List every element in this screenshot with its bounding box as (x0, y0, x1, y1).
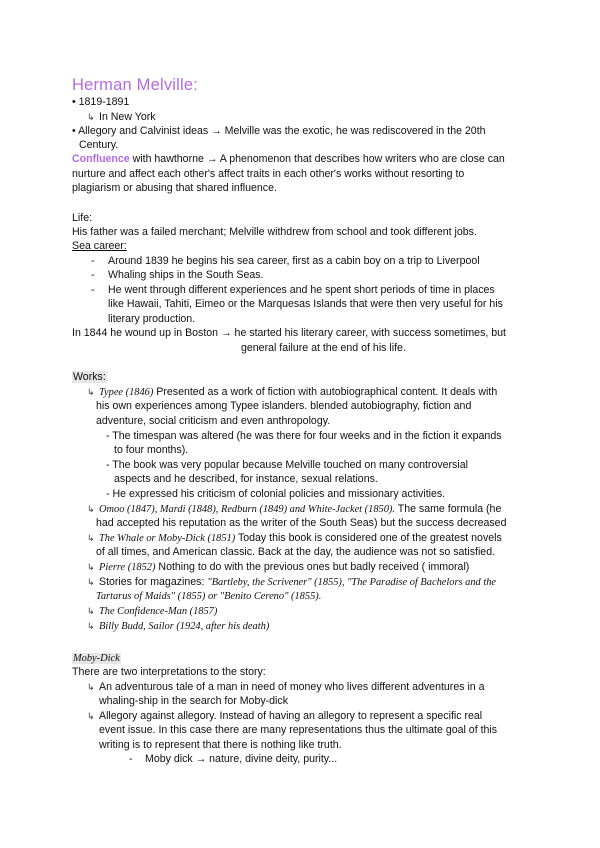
return-arrow-icon: ↳ (87, 682, 95, 692)
dash-icon: - (91, 284, 95, 296)
interpretation-item: ↳ An adventurous tale of a man in need of money who lives different adventures in a (87, 681, 485, 693)
confluence-line: Confluence with hawthorne → A phenomenon that describes how writers who are close can (72, 153, 505, 165)
work-typee-cont: his own experiences among Typee islanders. blended autobiography, fiction and (96, 400, 472, 412)
life-text: His father was a failed merchant; Melville withdrew from school and took different jobs. (72, 226, 477, 238)
work-typee-cont: adventure, social criticism and even anthropology. (96, 415, 331, 427)
interpretation-item: ↳ Allegory against allegory. Instead of having an allegory to represent a specific real (87, 710, 483, 722)
sea-career-heading: Sea career: (72, 240, 127, 252)
work-billy-budd: ↳ Billy Budd, Sailor (1924, after his death) (87, 621, 270, 632)
typee-note-cont: to four months). (114, 444, 189, 456)
typee-note-cont: aspects and he described, for instance, sexual relations. (114, 473, 378, 485)
boston-line: In 1844 he wound up in Boston → he started his literary career, with success sometimes, but (72, 327, 506, 339)
moby-dick-heading: Moby-Dick (73, 653, 120, 664)
page-title: Herman Melville: (72, 76, 199, 94)
bullet-allegory-cont: Century. (79, 139, 119, 151)
interpretation-item-cont: event issue. In this case there are many representations thus the ultimate goal of this (99, 724, 498, 736)
confluence-term: Confluence (72, 153, 130, 165)
work-pierre: ↳ Pierre (1852) Nothing to do with the previous ones but badly received ( immoral) (87, 561, 470, 573)
work-omoo-cont: had accepted his reputation as the writer of the South Seas) but the success decreased (96, 517, 507, 529)
return-arrow-icon: ↳ (87, 504, 95, 514)
typee-note: - He expressed his criticism of colonial policies and missionary activities. (106, 488, 446, 500)
return-arrow-icon: ↳ (87, 606, 95, 616)
return-arrow-icon: ↳ (87, 112, 95, 122)
bullet-years: • 1819-1891 (72, 96, 130, 108)
dash-icon: - (91, 269, 95, 281)
confluence-line-2: nurture and affect each other's affect traits in each other's works without resorting to (72, 168, 465, 180)
return-arrow-icon: ↳ (87, 387, 95, 397)
dash-icon: - (129, 753, 133, 765)
return-arrow-icon: ↳ (87, 577, 95, 587)
return-arrow-icon: ↳ (87, 711, 95, 721)
life-heading: Life: (72, 212, 93, 224)
typee-note: - The timespan was altered (he was there for four weeks and in the fiction it expands (106, 430, 502, 442)
return-arrow-icon: ↳ (87, 562, 95, 572)
confluence-line-3: plagiarism or abusing that shared influence. (72, 182, 277, 194)
works-heading: Works: (73, 371, 106, 383)
return-arrow-icon: ↳ (87, 621, 95, 631)
interpretation-item-cont: writing is to represent that there is nothing like truth. (99, 739, 342, 751)
work-typee: ↳ Typee (1846) Presented as a work of fiction with autobiographical content. It deals with (87, 386, 498, 398)
sea-item: He went through different experiences and he spent short periods of time in places (108, 284, 495, 296)
sea-item: Around 1839 he begins his sea career, first as a cabin boy on a trip to Liverpool (108, 255, 480, 267)
boston-line-2: general failure at the end of his life. (241, 342, 406, 354)
interpretation-item-cont: whaling-ship in the search for Moby-dick (99, 695, 289, 707)
work-stories: ↳ Stories for magazines: "Bartleby, the Scrivener" (1855), "The Paradise of Bachelors and the (87, 576, 497, 588)
sea-item-cont: literary production. (108, 313, 196, 325)
bullet-allegory: • Allegory and Calvinist ideas → Melville was the exotic, he was rediscovered in the 20th (72, 125, 486, 137)
sea-item-cont: like Hawaii, Tahiti, Eimeo or the Marquesas Islands that were then very useful for his (108, 298, 503, 310)
work-moby-dick: ↳ The Whale or Moby-Dick (1851) Today this book is considered one of the greatest novels (87, 532, 502, 544)
work-moby-dick-cont: of all times, and American classic. Back at the day, the audience was not so satisfied. (96, 546, 496, 558)
typee-note: - The book was very popular because Melville touched on many controversial (106, 459, 468, 471)
interpretation-sub-item: Moby dick → nature, divine deity, purity... (145, 753, 338, 765)
sub-item-new-york: ↳ In New York (87, 111, 156, 123)
work-confidence-man: ↳ The Confidence-Man (1857) (87, 606, 218, 617)
work-omoo: ↳ Omoo (1847), Mardi (1848), Redburn (1849) and White-Jacket (1850). The same formula (he (87, 503, 502, 515)
dash-icon: - (91, 255, 95, 267)
sea-item: Whaling ships in the South Seas. (108, 269, 264, 281)
return-arrow-icon: ↳ (87, 533, 95, 543)
moby-intro: There are two interpretations to the story: (72, 666, 266, 678)
work-stories-cont: Tartarus of Maids" (1855) or "Benito Cereno" (1855). (96, 591, 322, 602)
